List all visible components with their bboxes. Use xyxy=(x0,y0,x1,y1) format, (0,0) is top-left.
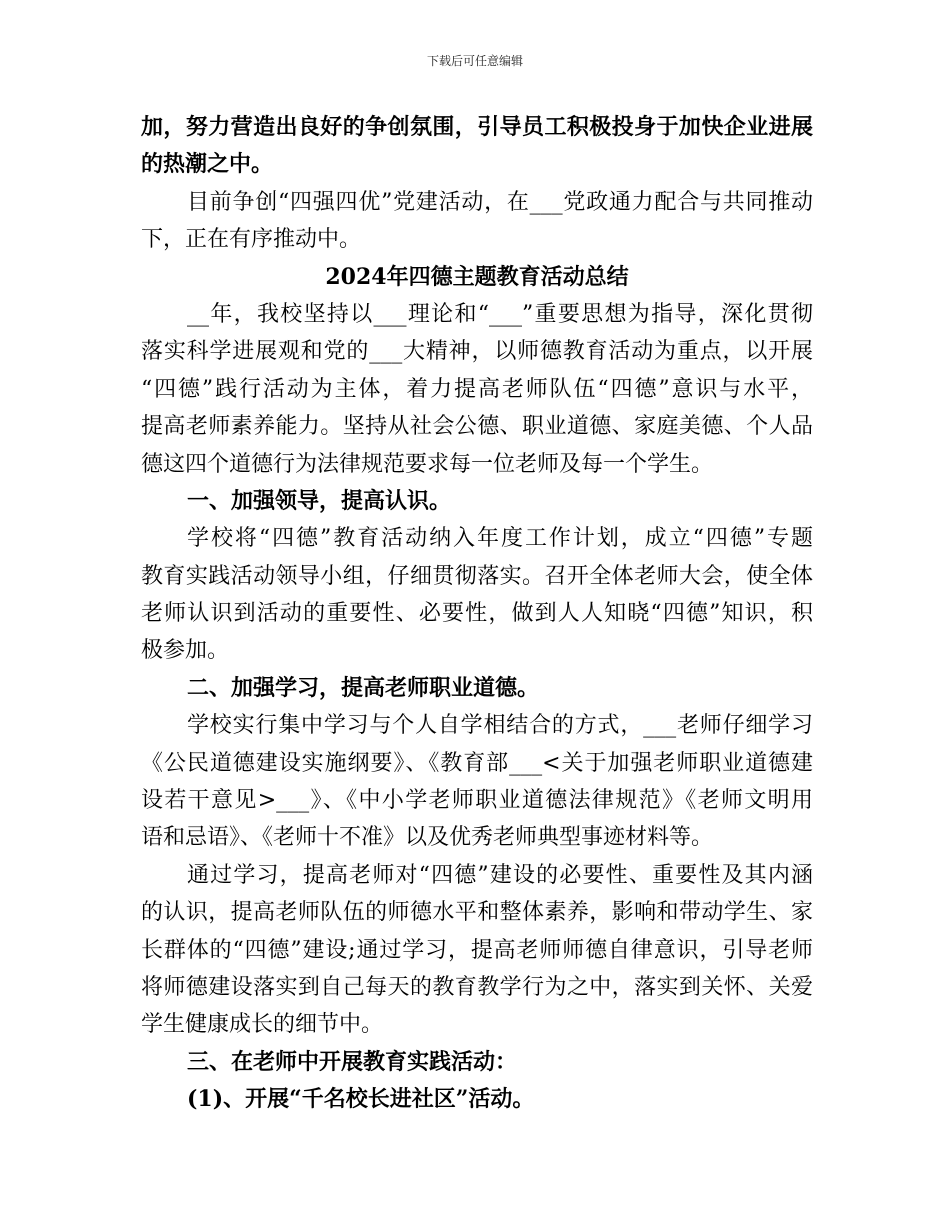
section-heading: 二、加强学习，提高老师职业道德。 xyxy=(187,674,540,701)
page-header-note: 下载后可任意编辑 xyxy=(426,54,523,68)
paragraph-line: 《公民道德建设实施纲要》、《教育部___<关于加强老师职业道德建 xyxy=(141,750,813,776)
paragraph-line: 下，正在有序推动中。 xyxy=(141,227,362,253)
paragraph-line: 将师德建设落实到自己每天的教育教学行为之中，落实到关怀、关爱 xyxy=(141,974,813,1000)
section-title: 2024年四德主题教育活动总结 xyxy=(325,263,629,290)
paragraph-line: “四德”践行活动为主体，着力提高老师队伍“四德”意识与水平， xyxy=(141,376,813,402)
section-heading: (1)、开展“千名校长进社区”活动。 xyxy=(187,1086,535,1113)
paragraph-line: 设若干意见>___》、《中小学老师职业道德法律规范》《老师文明用 xyxy=(141,788,813,814)
paragraph-line: 落实科学进展观和党的___大精神，以师德教育活动为重点，以开展 xyxy=(141,339,813,365)
paragraph-line: 极参加。 xyxy=(141,638,230,664)
paragraph-line: 语和忌语》、《老师十不准》以及优秀老师典型事迹材料等。 xyxy=(141,825,714,851)
paragraph-line: 通过学习，提高老师对“四德”建设的必要性、重要性及其内涵 xyxy=(187,862,813,888)
paragraph-line: 教育实践活动领导小组，仔细贯彻落实。召开全体老师大会，使全体 xyxy=(141,563,813,589)
paragraph-line: 目前争创“四强四优”党建活动，在___党政通力配合与共同推动 xyxy=(187,189,813,215)
paragraph-line: 的热潮之中。 xyxy=(141,151,274,178)
document-body xyxy=(141,109,813,1119)
paragraph-line: __年，我校坚持以___理论和“___”重要思想为指导，深化贯彻 xyxy=(187,301,813,327)
paragraph-line: 老师认识到活动的重要性、必要性，做到人人知晓“四德”知识，积 xyxy=(141,601,813,627)
paragraph-line: 学校将“四德”教育活动纳入年度工作计划，成立“四德”专题 xyxy=(187,526,813,552)
paragraph-line: 加，努力营造出良好的争创氛围，引导员工积极投身于加快企业进展 xyxy=(141,114,813,140)
section-heading: 一、加强领导，提高认识。 xyxy=(187,487,452,514)
paragraph-line: 的认识，提高老师队伍的师德水平和整体素养，影响和带动学生、家 xyxy=(141,900,813,926)
paragraph-line: 提高老师素养能力。坚持从社会公德、职业道德、家庭美德、个人品 xyxy=(141,414,813,440)
paragraph-line: 德这四个道德行为法律规范要求每一位老师及每一个学生。 xyxy=(141,451,714,477)
section-heading: 三、在老师中开展教育实践活动： xyxy=(187,1048,518,1075)
paragraph-line: 学校实行集中学习与个人自学相结合的方式，___老师仔细学习 xyxy=(187,713,813,739)
paragraph-line: 学生健康成长的细节中。 xyxy=(141,1012,384,1038)
paragraph-line: 长群体的“四德”建设;通过学习，提高老师师德自律意识，引导老师 xyxy=(141,937,813,963)
